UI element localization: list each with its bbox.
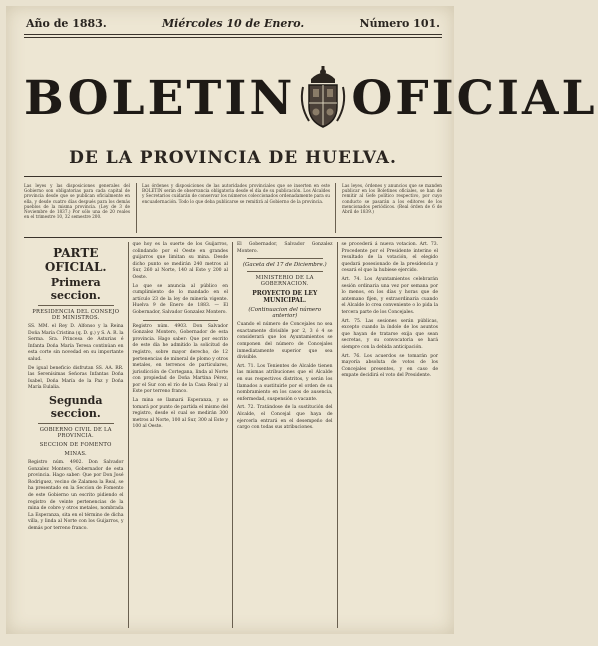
provincia-subtitle: DE LA PROVINCIA DE HUELVA. bbox=[69, 148, 397, 168]
divider bbox=[143, 320, 219, 321]
masthead-boletin: BOLETIN bbox=[24, 70, 296, 126]
ministerio-heading: MINISTERIO DE LA GOBERNACION. bbox=[255, 275, 314, 288]
paragraph: que hoy es la suerte de los Guijarros, colindando por el Oeste en grandes guijarros que limitan su mina. Desde dicho punto se medirán 240 metros al Sur, 260 al Norte, 140 al Este y 200 al Oeste. bbox=[132, 242, 228, 280]
paragraph: SS. MM. el Rey D. Alfonso y la Reina Doña María Cristina (q. D. g.) y S. A. R. la Serma. Sra. Princesa de Asturias é Infanta Doña María Teresa continúan en esta corte sin novedad en su importante salud. bbox=[28, 324, 124, 362]
gaceta-reference: (Gaceta del 17 de Diciembre.) bbox=[242, 262, 327, 269]
primera-seccion-heading: Primera seccion. bbox=[50, 276, 101, 302]
gobierno-civil-heading: GOBIERNO CIVIL DE LA PROVINCIA. bbox=[39, 426, 112, 439]
notice-band bbox=[24, 183, 442, 233]
masthead-oficial: OFICIAL bbox=[351, 70, 598, 126]
paragraph: Registro núm. 4903. Don Salvador Gonzalez Montero, Gobernador de esta provincia. Hago saber: Que por escrito de este día he admitido la solicitud de registro, sobre mayor derecho, de 12 pertenencias de mineral de plomo y otros metales, en terrenos de particulares, jurisdicción de Cortegana, linda al Norte con propiedad de Doña Martina Pérez, por el Sur con el río de la Casa Real y al Este por terreno franco. bbox=[132, 323, 228, 395]
paragraph: Art. 75. Las sesiones serán públicas, excepto cuando la índole de los asuntos que hayan de tratarse exija que sean secretas, y su convocatoria se hará siempre con la debida anticipación. bbox=[341, 318, 438, 350]
paragraph: Art. 71. Los Tenientes de Alcalde tienen las mismas atribuciones que el Alcalde en sus respectivos distritos, y serán los llamados a sustituirle por el orden de su nombramiento en los casos de ausencia, enfermedad, suspensión o vacante. bbox=[237, 363, 333, 402]
segunda-seccion-heading: Segunda seccion. bbox=[49, 393, 103, 420]
subtitle-rule bbox=[24, 176, 442, 177]
paragraph: Art. 72. Tratándose de la sustitución del Alcalde, el Concejal que haya de ejercerla entrará en el desempeño del cargo con todas sus atribuciones. bbox=[237, 405, 333, 431]
paragraph: De igual beneficio disfrutan SS. AA. RR. las Serenísimas Señoras Infantas Doña Isabel, Doña María de la Paz y Doña María Eulalia. bbox=[28, 365, 124, 391]
masthead bbox=[24, 58, 598, 138]
column-1 bbox=[24, 242, 129, 628]
parte-oficial-heading: PARTE OFICIAL. bbox=[44, 246, 107, 274]
minas-heading: MINAS. bbox=[64, 450, 87, 457]
paragraph: se procederá á nueva votacion. Art. 73. Procedente por el Presidente interino el resultado de la votación, el elegido quedará posesionado de la presidencia y cesará el que la hubiese ejercido. bbox=[341, 242, 438, 274]
paragraph: Art. 74. Los Ayuntamientos celebrarán sesión ordinaria una vez por semana por lo menos, en los días y horas que de antemano fijen, y extraordinaria cuando el Alcalde lo crea conveniente o lo pida la tercera parte de los Concejales. bbox=[341, 276, 438, 315]
fomento-heading: SECCION DE FOMENTO bbox=[39, 441, 112, 448]
notice-left: Las leyes y las disposiciones generales del Gobierno son obligatorias para cada capital de provincia desde que se publican oficialmente en ella, y desde cuatro días después para los demás pueblos de la misma provincia. (Ley de 3 de Noviembre de 1837.) Por sólo una de 20 reales en el trimestre 10, 32 semestre 200. bbox=[24, 183, 130, 220]
divider bbox=[247, 258, 323, 259]
notice-rule bbox=[24, 237, 442, 238]
newspaper-page bbox=[6, 6, 598, 634]
divider bbox=[38, 423, 114, 424]
paragraph: Cuando el número de Concejales no sea exactamente divisible por 2, 3 ó 4 se considerará que los Ayuntamientos se componen del número de Concejales inmediatamente superior que sea divisible. bbox=[237, 322, 333, 361]
column-4 bbox=[338, 242, 443, 628]
column-3 bbox=[233, 242, 338, 628]
presidencia-heading: PRESIDENCIA DEL CONSEJO DE MINISTROS. bbox=[32, 309, 120, 321]
text-columns bbox=[24, 242, 442, 628]
issue-year: Año de 1883. bbox=[26, 16, 107, 30]
notice-right: Las leyes, órdenes y anuncios que se manden publicar en los Boletines oficiales, se han de remitir al Gefe político respectivo, por cuyo conducto se pasarán a los editores de los mencionados periódicos. (Real órden de 6 de Abril de 1839.) bbox=[342, 183, 442, 215]
paragraph: Art. 76. Los acuerdos se tomarán por mayoría absoluta de votos de los Concejales presentes, y en caso de empate decidirá el voto del Presidente. bbox=[341, 353, 438, 379]
paragraph: La mina se llamará Esperanza, y se tomará por punto de partida el mismo del registro, desde el cual se medirán 300 metros al Norte, 100 al Sur, 300 al Este y 100 al Oeste. bbox=[132, 398, 228, 430]
continuation-note: (Continuacion del número anterior) bbox=[248, 307, 322, 320]
notice-center: Las órdenes y disposiciones de las autoridades provinciales que se inserten en este BOLETIN serán de observancia obligatoria desde el día de su publicación. Los Alcaldes y Secretarios cuidarán de conservar los números coleccionados ordenadamente para su encuadernación. Todo lo que deba publicarse se remitirá al Gobierno de la provincia. bbox=[136, 183, 336, 233]
divider bbox=[38, 305, 114, 306]
divider bbox=[247, 271, 323, 272]
header-rule bbox=[24, 34, 442, 35]
issue-header bbox=[26, 14, 440, 32]
royal-coat-of-arms-icon bbox=[295, 65, 351, 131]
paragraph: Lo que se anuncia al público en cumplimiento de lo mandado en el artículo 23 de la ley de minería vigente. Huelva 9 de Enero de 1883. — El Gobernador, Salvador Gonzalez Montero. bbox=[132, 283, 228, 315]
column-2 bbox=[129, 242, 234, 628]
issue-date: Miércoles 10 de Enero. bbox=[162, 16, 305, 30]
header-rule-double bbox=[24, 37, 442, 38]
paragraph: Registro núm. 4902. Don Salvador Gonzalez Montero, Gobernador de esta provincia. Hago saber: Que por Don José Rodriguez, vecino de Zalamea la Real, se ha presentado en la Seccion de Fomento de este Gobierno un escrito pidiendo el registro de veinte pertenencias de la mina de cobre y otros metales, nombrada La Esperanza, sita en el término de dicha villa, y linda al Norte con los Guijarros, y demás por terreno franco. bbox=[28, 459, 124, 531]
issue-number: Número 101. bbox=[359, 16, 440, 30]
proyecto-heading: PROYECTO DE LEY MUNICIPAL. bbox=[252, 290, 318, 305]
signature-line: El Gobernador, Salvador Gonzalez Montero. bbox=[237, 242, 333, 254]
